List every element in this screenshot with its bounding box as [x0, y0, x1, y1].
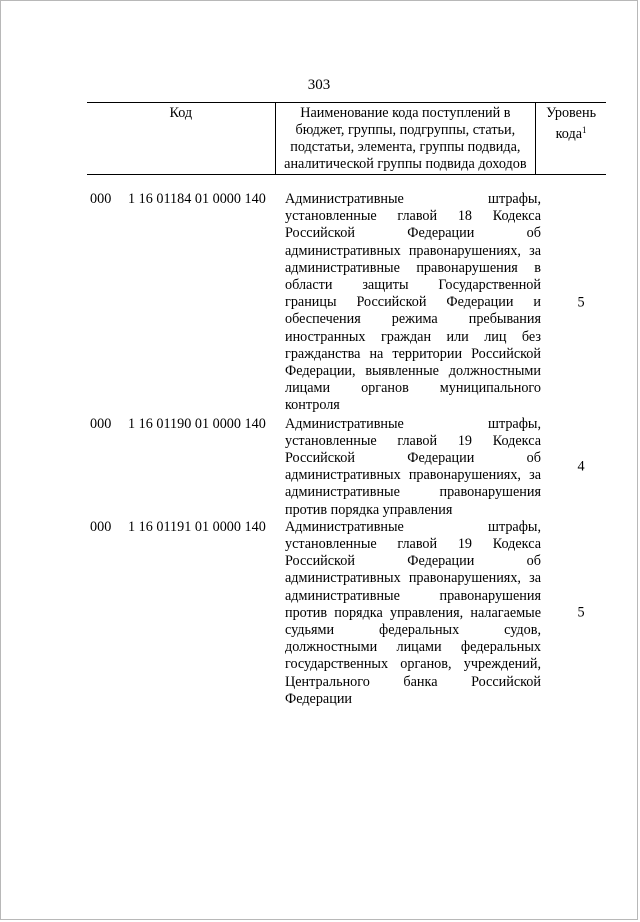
row-code: 1 16 01184 01 0000 140	[128, 191, 266, 207]
header-level	[536, 103, 606, 175]
row-prefix: 000	[90, 518, 112, 535]
row-prefix: 000	[90, 415, 112, 432]
header-level-label: Уровень кода	[546, 105, 597, 142]
row-code: 1 16 01190 01 0000 140	[128, 415, 266, 432]
table-body	[1, 191, 637, 708]
table-row	[1, 416, 637, 519]
row-level: 4	[577, 458, 585, 475]
row-name: Административные штрафы, установленные главой 19 Кодекса Российской Федерации об административных правонарушениях, за административные правонарушения против порядка управления	[285, 415, 541, 518]
table-header	[87, 102, 606, 175]
page-number: 303	[307, 77, 331, 93]
footnote-marker: 1	[582, 125, 587, 135]
table-row	[1, 519, 637, 708]
table-row	[1, 191, 637, 415]
row-level: 5	[577, 294, 585, 311]
header-code	[87, 103, 275, 175]
header-name	[275, 103, 536, 175]
row-level: 5	[577, 604, 585, 621]
header-code-label: Код	[169, 105, 193, 121]
header-name-label: Наименование кода поступлений в бюджет, группы, подгруппы, статьи, подстатьи, элемента, группы подвида, аналитической группы подвида доходов	[284, 105, 527, 172]
row-code: 1 16 01191 01 0000 140	[128, 518, 266, 535]
row-prefix: 000	[90, 191, 112, 207]
row-name: Административные штрафы, установленные главой 19 Кодекса Российской Федерации об административных правонарушениях, за административные правонарушения против порядка управления, налагаемые судьями федеральных судов, должностными лицами федеральных государственных органов, учреждений, Центрального банка Российской Федерации	[285, 518, 541, 707]
row-name: Административные штрафы, установленные главой 18 Кодекса Российской Федерации об административных правонарушениях, за административные правонарушения в области защиты Государственной границы Российской Федерации и обеспечения режима пребывания иностранных граждан или лиц без гражданства на территории Российской Федерации, выявленные должностными лицами органов муниципального контроля	[285, 191, 541, 414]
